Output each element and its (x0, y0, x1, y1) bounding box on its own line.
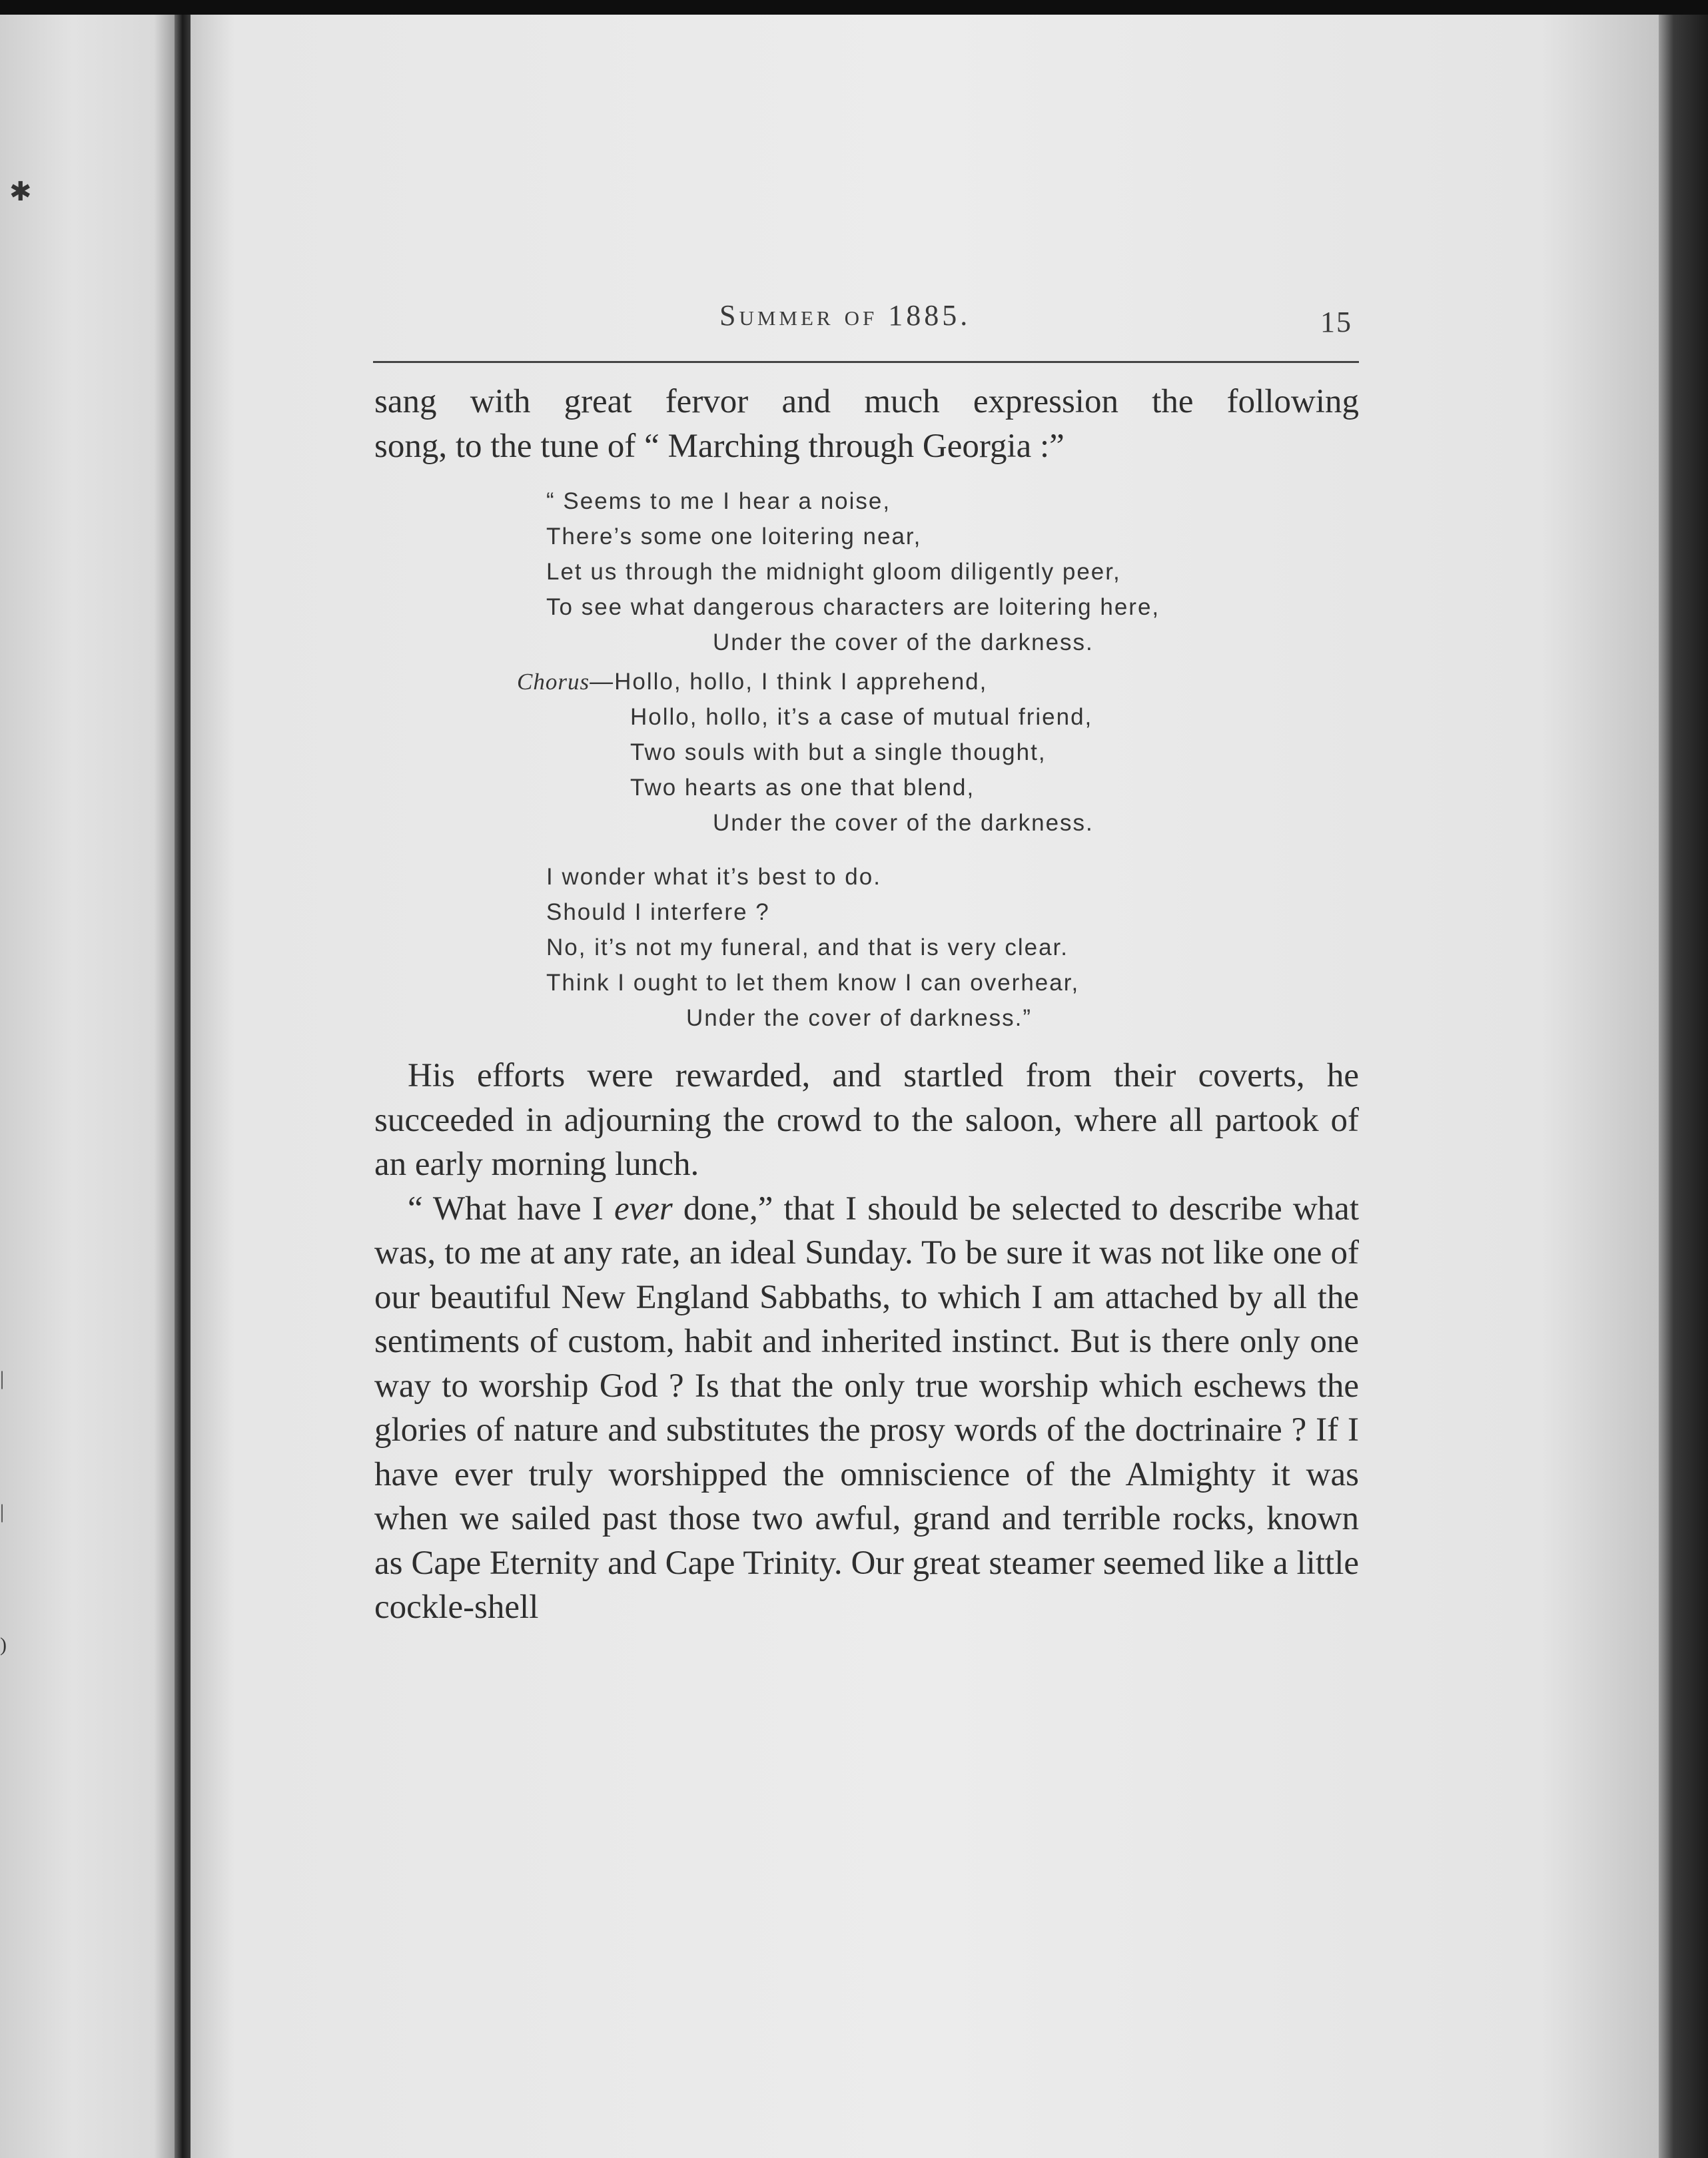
song-verse-1 (546, 484, 1292, 660)
bleed-mark: | (0, 1367, 5, 1389)
scan-border (0, 0, 1708, 15)
closing-text (374, 1054, 1359, 1630)
chorus-line: Two hearts as one that blend, (630, 775, 975, 801)
running-title: Summer of 1885. (719, 299, 971, 332)
paragraph-efforts: His efforts were rewarded, and startled from their coverts, he succeeded in adjourning the crowd to the saloon, where all partook of an early morning lunch. (374, 1057, 1359, 1183)
page-edge-shadow (1659, 0, 1708, 2158)
intro-line: sang with great fervor and much expression the following (374, 383, 1359, 420)
intro-paragraph (374, 380, 1359, 468)
verse-line: Should I interfere ? (546, 899, 770, 925)
verse-line: There’s some one loitering near, (546, 524, 922, 549)
song-chorus (517, 664, 1316, 841)
song-verse-2 (546, 859, 1292, 1036)
bleed-mark: ) (0, 1634, 7, 1656)
bleed-mark: ✱ (9, 177, 32, 206)
header-rule (373, 361, 1359, 363)
paragraph-text: done,” that I should be selected to describe what was, to me at any rate, an ideal Sunday. To be sure it was not like one of our beautiful New England Sabbaths, to which I am attached by all the sentiments of custom, habit and inherited instinct. But is there only one way to worship God ? Is that the only true worship which eschews the glories of nature and substitutes the prosy words of the doctrinaire ? If I have ever truly worshipped the omniscience of the Almighty it was when we sailed past those two awful, grand and terrible rocks, known as Cape Eternity and Cape Trinity. Our great steamer seemed like a little cockle-shell (374, 1190, 1359, 1626)
chorus-first-line (517, 664, 1316, 699)
verse-line: “ Seems to me I hear a noise, (546, 488, 891, 514)
chorus-line: —Hollo, hollo, I think I apprehend, (590, 669, 988, 695)
intro-line: song, to the tune of “ Marching through Georgia :” (374, 427, 1065, 465)
facing-page-edge (0, 0, 181, 2158)
paragraph-sunday (374, 1187, 1359, 1630)
chorus-line: Hollo, hollo, it’s a case of mutual friend, (630, 704, 1093, 730)
chorus-label: Chorus (517, 669, 590, 695)
emphasis-ever: ever (614, 1190, 673, 1228)
bleed-mark: | (0, 1501, 5, 1523)
verse-line: To see what dangerous characters are loitering here, (546, 594, 1160, 620)
verse-line: No, it’s not my funeral, and that is very clear. (546, 934, 1069, 960)
verse-refrain: Under the cover of darkness.” (686, 1005, 1033, 1031)
page-number: 15 (1320, 306, 1352, 338)
verse-line: Think I ought to let them know I can overhear, (546, 970, 1080, 996)
verse-line: Let us through the midnight gloom diligently peer, (546, 559, 1121, 585)
chorus-refrain: Under the cover of the darkness. (713, 810, 1094, 836)
verse-refrain: Under the cover of the darkness. (713, 629, 1094, 655)
book-gutter (175, 0, 191, 2158)
paragraph-text: “ What have I (408, 1190, 614, 1228)
verse-line: I wonder what it’s best to do. (546, 864, 881, 890)
chorus-line: Two souls with but a single thought, (630, 739, 1047, 765)
